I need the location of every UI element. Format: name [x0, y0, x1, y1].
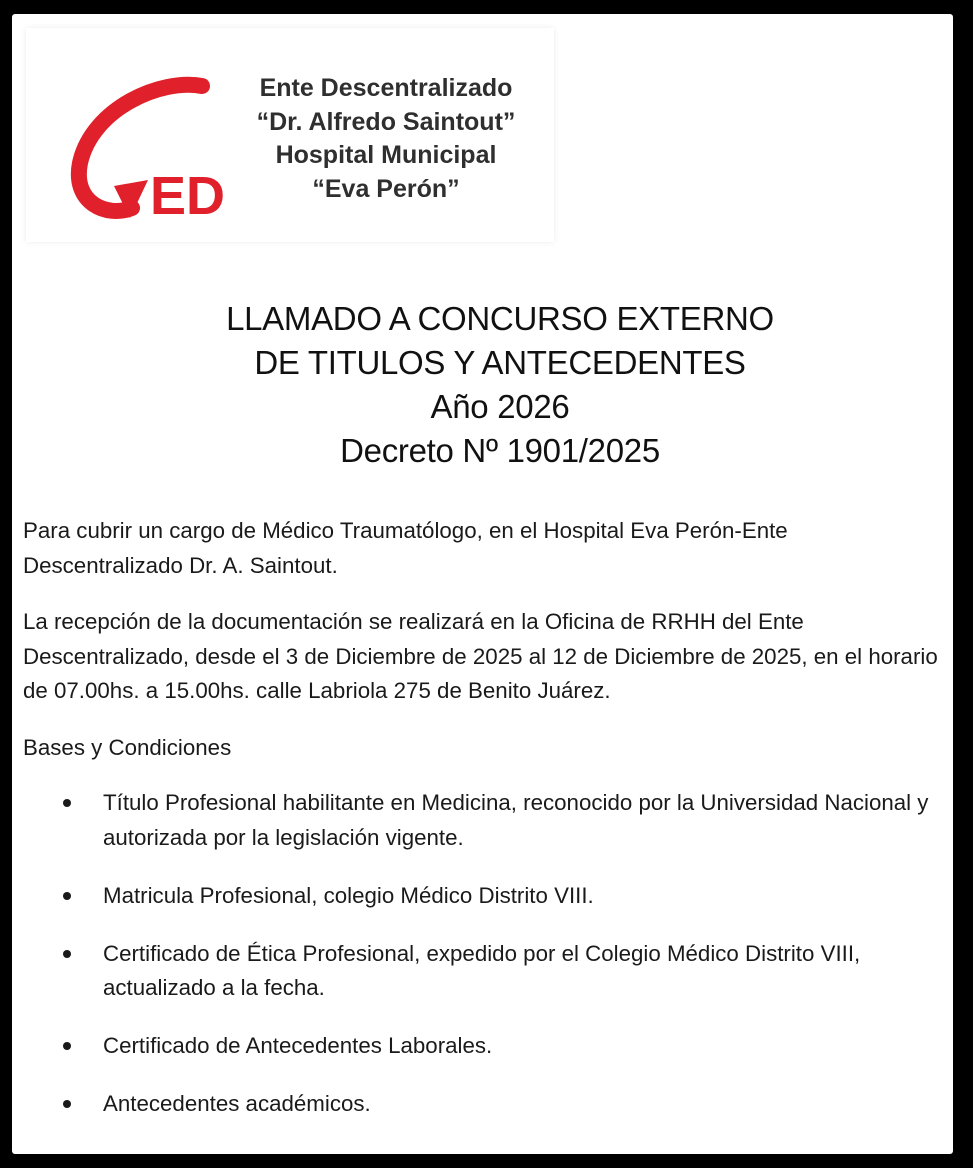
list-item — [23, 937, 948, 1006]
position-paragraph: Para cubrir un cargo de Médico Traumatólogo, en el Hospital Eva Perón-Ente Descentralizado Dr. A. Saintout. — [23, 518, 788, 578]
list-item — [23, 1029, 948, 1064]
list-item — [23, 786, 948, 855]
institution-line-3: Hospital Municipal — [275, 141, 497, 169]
announcement-body — [23, 514, 948, 1145]
title-decree: Decreto Nº 1901/2025 — [340, 432, 660, 469]
title-year: Año 2026 — [430, 388, 570, 425]
list-item — [23, 879, 948, 914]
requirements-list — [23, 786, 948, 1122]
ged-logo — [52, 68, 232, 228]
bullet-icon — [63, 1042, 71, 1050]
title-line-1: LLAMADO A CONCURSO EXTERNO — [226, 300, 774, 337]
list-item-text: Certificado de Ética Profesional, expedido por el Colegio Médico Distrito VIII, actualizado a la fecha. — [103, 940, 861, 1000]
institution-name — [226, 72, 546, 206]
list-item-text: Matricula Profesional, colegio Médico Distrito VIII. — [103, 882, 594, 908]
bullet-icon — [63, 799, 71, 807]
bullet-icon — [63, 1100, 71, 1108]
list-item-text: Antecedentes académicos. — [103, 1091, 371, 1116]
document-page — [12, 14, 953, 1154]
institution-line-1: Ente Descentralizado — [259, 74, 513, 102]
section-title: Bases y Condiciones — [23, 734, 232, 760]
list-item-text: Certificado de Antecedentes Laborales. — [103, 1033, 493, 1058]
institution-line-2: “Dr. Alfredo Saintout” — [256, 107, 516, 136]
title-line-2: DE TITULOS Y ANTECEDENTES — [254, 344, 746, 381]
bullet-icon — [63, 892, 71, 900]
logo-mark-text: ED — [150, 166, 226, 226]
institution-header — [26, 28, 554, 242]
list-item — [23, 1087, 948, 1122]
list-item-text: Título Profesional habilitante en Medicina, reconocido por la Universidad Nacional y autorizada por la legislación vigente. — [103, 790, 929, 850]
announcement-title — [12, 297, 953, 473]
bullet-icon — [63, 950, 71, 958]
reception-paragraph: La recepción de la documentación se realizará en la Oficina de RRHH del Ente Descentralizado, desde el 3 de Diciembre de 2025 al 12 de Diciembre de 2025, en el horario de 07.00hs. a 15.00hs. calle Labriola 275 de Benito Juárez. — [23, 609, 938, 703]
institution-line-4: “Eva Perón” — [312, 174, 460, 203]
